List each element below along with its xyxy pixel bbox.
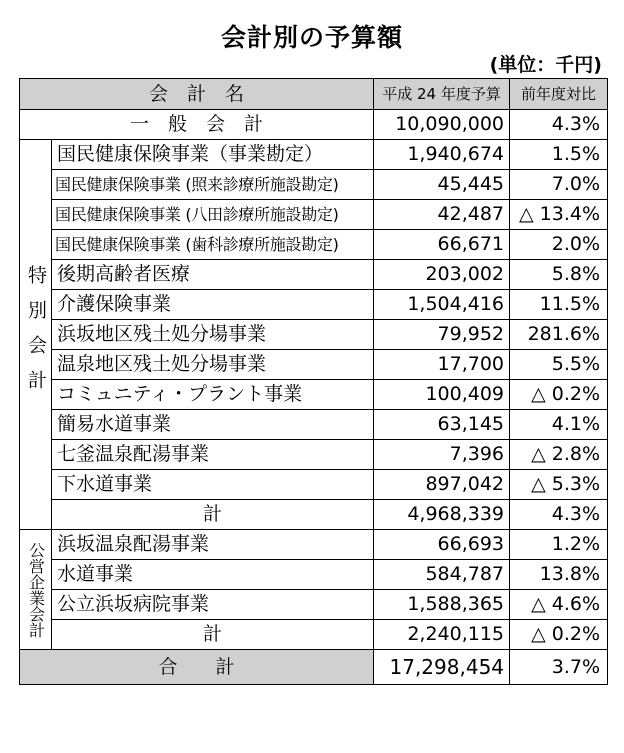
row-name: 七釜温泉配湯事業 (52, 440, 374, 470)
general-account-name: 一 般 会 計 (20, 110, 374, 140)
row-ratio: 7.0% (510, 170, 608, 200)
row-budget: 1,940,674 (374, 140, 510, 170)
row-name: 国民健康保険事業（事業勘定） (52, 140, 374, 170)
special-subtotal-row (20, 500, 608, 530)
row-name: 浜坂地区残土処分場事業 (52, 320, 374, 350)
table-row (20, 170, 608, 200)
row-name: 国民健康保険事業 (八田診療所施設勘定) (52, 200, 374, 230)
grand-total-ratio: 3.7% (510, 650, 608, 685)
row-name: 後期高齢者医療 (52, 260, 374, 290)
unit-label: (単位：千円) (489, 54, 602, 76)
row-budget: 66,693 (374, 530, 510, 560)
table-row (20, 530, 608, 560)
public-subtotal-budget: 2,240,115 (374, 620, 510, 650)
row-budget: 7,396 (374, 440, 510, 470)
row-ratio: △ 4.6% (510, 590, 608, 620)
row-name: コミュニティ・プラント事業 (52, 380, 374, 410)
public-enterprise-label-text: 公営企業会計 (26, 541, 46, 638)
grand-total-label: 合 計 (20, 650, 374, 685)
row-ratio: 13.8% (510, 560, 608, 590)
row-budget: 63,145 (374, 410, 510, 440)
special-subtotal-ratio: 4.3% (510, 500, 608, 530)
budget-table (19, 78, 608, 685)
row-budget: 1,588,365 (374, 590, 510, 620)
special-account-label-text: 特別会計 (25, 264, 47, 405)
special-account-group-label (20, 140, 52, 530)
row-name: 下水道事業 (52, 470, 374, 500)
row-ratio: 281.6% (510, 320, 608, 350)
header-ratio: 前年度対比 (510, 79, 608, 110)
row-budget: 100,409 (374, 380, 510, 410)
row-name: 公立浜坂病院事業 (52, 590, 374, 620)
table-row (20, 410, 608, 440)
table-row (20, 230, 608, 260)
row-name: 温泉地区残土処分場事業 (52, 350, 374, 380)
table-row (20, 320, 608, 350)
row-ratio: 11.5% (510, 290, 608, 320)
row-name: 簡易水道事業 (52, 410, 374, 440)
row-name: 介護保険事業 (52, 290, 374, 320)
public-enterprise-group-label (20, 530, 52, 650)
row-budget: 42,487 (374, 200, 510, 230)
general-account-budget: 10,090,000 (374, 110, 510, 140)
row-budget: 17,700 (374, 350, 510, 380)
row-budget: 45,445 (374, 170, 510, 200)
row-budget: 1,504,416 (374, 290, 510, 320)
row-ratio: 5.8% (510, 260, 608, 290)
table-row (20, 470, 608, 500)
table-row (20, 200, 608, 230)
table-row (20, 260, 608, 290)
row-budget: 66,671 (374, 230, 510, 260)
row-ratio: 1.2% (510, 530, 608, 560)
row-ratio: 4.1% (510, 410, 608, 440)
header-budget: 平成 24 年度予算 (374, 79, 510, 110)
row-ratio: △ 0.2% (510, 380, 608, 410)
general-account-row (20, 110, 608, 140)
row-name: 国民健康保険事業 (歯科診療所施設勘定) (52, 230, 374, 260)
header-row (20, 79, 608, 110)
row-ratio: △ 2.8% (510, 440, 608, 470)
row-budget: 203,002 (374, 260, 510, 290)
grand-total-budget: 17,298,454 (374, 650, 510, 685)
row-ratio: △ 5.3% (510, 470, 608, 500)
row-name: 浜坂温泉配湯事業 (52, 530, 374, 560)
table-row (20, 350, 608, 380)
row-name: 国民健康保険事業 (照来診療所施設勘定) (52, 170, 374, 200)
grand-total-row (20, 650, 608, 685)
row-ratio: 2.0% (510, 230, 608, 260)
row-ratio: △ 13.4% (510, 200, 608, 230)
public-subtotal-row (20, 620, 608, 650)
table-row (20, 140, 608, 170)
row-budget: 79,952 (374, 320, 510, 350)
row-ratio: 5.5% (510, 350, 608, 380)
public-subtotal-label: 計 (52, 620, 374, 650)
public-subtotal-ratio: △ 0.2% (510, 620, 608, 650)
row-budget: 584,787 (374, 560, 510, 590)
row-budget: 897,042 (374, 470, 510, 500)
row-ratio: 1.5% (510, 140, 608, 170)
table-row (20, 290, 608, 320)
row-name: 水道事業 (52, 560, 374, 590)
table-row (20, 380, 608, 410)
special-subtotal-label: 計 (52, 500, 374, 530)
table-row (20, 560, 608, 590)
table-row (20, 590, 608, 620)
table-row (20, 440, 608, 470)
special-subtotal-budget: 4,968,339 (374, 500, 510, 530)
header-account-name: 会 計 名 (20, 79, 374, 110)
page-title: 会計別の予算額 (220, 23, 403, 52)
general-account-ratio: 4.3% (510, 110, 608, 140)
